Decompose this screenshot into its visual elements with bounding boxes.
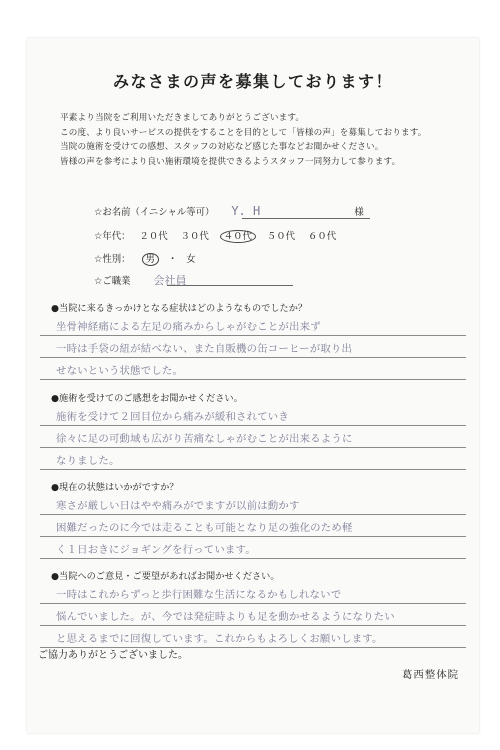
age-label: ☆年代：: [94, 231, 131, 242]
age-option: ２０代: [139, 231, 168, 242]
gender-label: ☆性別：: [94, 254, 131, 265]
name-label: ☆お名前（イニシャル等可）: [94, 207, 215, 218]
answer-line: [40, 493, 466, 515]
answer-line: [40, 358, 466, 380]
intro-text: [60, 111, 470, 169]
age-option: ３０代: [180, 231, 209, 242]
question: ●当院へのご意見・ご要望があればお聞かせください。: [51, 571, 280, 582]
clinic-name: 葛西整体院: [402, 669, 459, 681]
gender-female: 女: [186, 254, 196, 265]
intro-line: 皆様の声を参考により良い施術環境を提供できるようスタッフ一同努力して参ります。: [60, 156, 401, 167]
answer-line: [40, 604, 466, 626]
answer-text: 一時はこれからずっと歩行困難な生活になるかもしれないで: [56, 589, 342, 601]
gender-separator: ・: [167, 254, 178, 265]
section-symptoms: [40, 300, 466, 380]
gender-field: [94, 251, 196, 266]
answer-line: [40, 626, 466, 648]
answer-line: [40, 582, 466, 604]
section-current-state: [40, 479, 466, 559]
answer-line: [40, 336, 466, 358]
intro-line: この度、より良いサービスの提供をすることを目的として「皆様の声」を募集しております。: [60, 127, 427, 138]
answer-line: [40, 314, 466, 336]
intro-line: 当院の施術を受けての感想、スタッフの対応など感じた事などお聞かせください。: [60, 142, 384, 152]
closing-message: ご協力ありがとうございました。: [38, 650, 188, 661]
answer-line: [40, 515, 466, 537]
answer-text: 困難だったのに今では走ることも可能となり足の強化のため軽: [56, 522, 353, 534]
answer-text: 施術を受けて２回目位から痛みが緩和されていき: [56, 411, 289, 423]
question: ●当院に来るきっかけとなる症状はどのようなものでしたか？: [51, 303, 308, 314]
job-label: ☆ご職業: [94, 276, 131, 287]
answer-line: [40, 537, 466, 559]
answer-line: [40, 426, 466, 448]
answer-text: 一時は手袋の紐が結べない、また自販機の缶コーヒーが取り出: [56, 343, 353, 355]
page-title: みなさまの声を募集しております！: [112, 72, 393, 91]
section-impressions: [40, 390, 466, 470]
job-value: 会社員: [153, 274, 187, 287]
question: ●現在の状態はいかがですか？: [51, 482, 179, 493]
name-value: Y. H: [231, 204, 261, 218]
answer-text: 徐々に足の可動域も広がり苦痛なしゃがむことが出来るように: [56, 433, 353, 445]
intro-line: 平素より当院をご利用いただきましてありがとうございます。: [60, 113, 305, 123]
name-field: [94, 204, 364, 218]
answer-line: [40, 448, 466, 470]
answer-text: せないという状態でした。: [56, 365, 184, 377]
answer-line: [40, 404, 466, 426]
answer-text: 悩んでいました。が、今では発症時よりも足を動かせるようになりたい: [56, 611, 395, 623]
age-option-selected: ４０代: [220, 230, 256, 243]
name-suffix: 様: [354, 207, 364, 218]
answer-text: 寒さが厳しい日はやや痛みがでますが以前は動かす: [56, 500, 300, 512]
answer-text: く１日おきにジョギングを行っています。: [56, 544, 256, 556]
survey-sheet: [27, 38, 479, 733]
answer-text: なりました。: [56, 455, 120, 467]
gender-male-selected: 男: [142, 253, 159, 266]
age-option: ６０代: [308, 231, 337, 242]
answer-text: と思えるまでに回復しています。これからもよろしくお願いします。: [56, 633, 383, 645]
job-underline: [167, 285, 293, 286]
age-field: [94, 228, 336, 243]
section-feedback: [40, 568, 466, 648]
question: ●施術を受けてのご感想をお聞かせください。: [51, 393, 243, 404]
age-option: ５０代: [266, 231, 296, 242]
name-underline: [242, 218, 370, 219]
answer-text: 坐骨神経痛による左足の痛みからしゃがむことが出来ず: [56, 321, 321, 333]
